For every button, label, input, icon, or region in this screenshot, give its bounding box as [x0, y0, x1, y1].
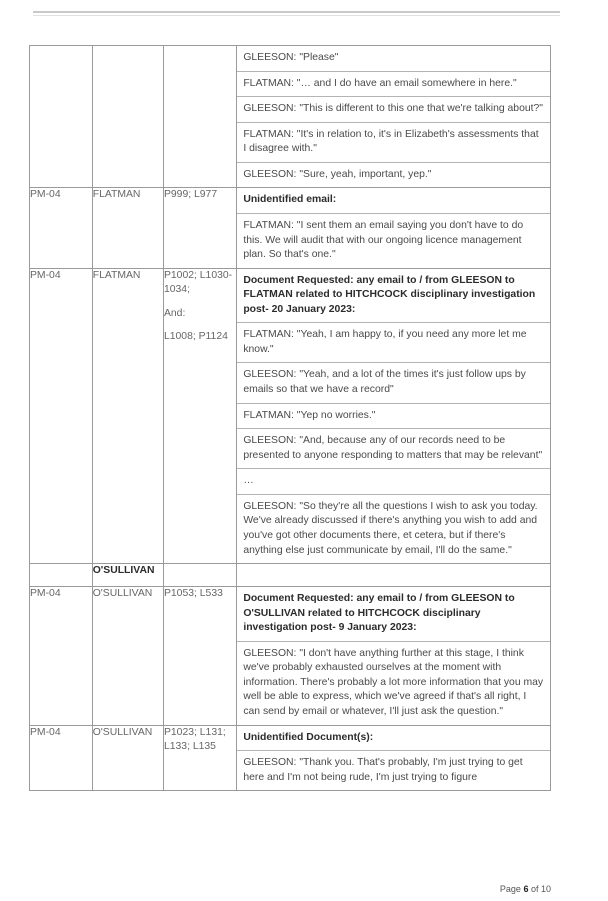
section-name-cell: O'SULLIVAN — [92, 564, 163, 587]
dialogue-segment: GLEESON: "This is different to this one that we're talking about?" — [237, 97, 550, 123]
lines-cell — [163, 46, 236, 188]
header-rule — [33, 11, 560, 13]
name-cell: FLATMAN — [92, 188, 163, 268]
dialogue-segment: FLATMAN: "I sent them an email saying you don't have to do this. We will audit that with our ongoing licence management plan. So that's one." — [243, 219, 524, 261]
dialogue-segment: FLATMAN: "Yeah, I am happy to, if you need any more let me know." — [237, 323, 550, 363]
lines-cell: P999; L977 — [163, 188, 236, 268]
name-cell: FLATMAN — [92, 268, 163, 563]
ref-cell: PM-04 — [30, 587, 93, 726]
table-row — [30, 564, 551, 587]
dialogue-segment: GLEESON: "Thank you. That's probably, I'm just trying to get here and I'm not being rude, I'm just trying to figure — [243, 757, 523, 783]
name-cell: O'SULLIVAN — [92, 725, 163, 791]
dialogue-segment: FLATMAN: "… and I do have an email somewhere in here." — [237, 72, 550, 98]
lines-cell: P1023; L131; L133; L135 — [163, 725, 236, 791]
segment-heading: Unidentified Document(s): — [237, 726, 550, 752]
dialogue-segment: FLATMAN: "Yep no worries." — [237, 404, 550, 430]
dialogue-segment: GLEESON: "Yeah, and a lot of the times it's just follow ups by emails so that we have a record" — [237, 363, 550, 403]
table-row — [30, 268, 551, 563]
dialogue-segment: GLEESON: "Sure, yeah, important, yep." — [243, 168, 432, 180]
header-rule-secondary — [33, 15, 560, 16]
ref-cell: PM-04 — [30, 188, 93, 268]
dialogue-segment: FLATMAN: "It's in relation to, it's in Elizabeth's assessments that I disagree with." — [237, 123, 550, 163]
name-cell — [92, 46, 163, 188]
lines-ref: P1002; L1030-1034; — [163, 269, 233, 296]
segment-heading: Document Requested: any email to / from GLEESON to FLATMAN related to HITCHCOCK disciplinary investigation post- 20 January 2023: — [237, 269, 550, 324]
dialogue-segment: GLEESON: "And, because any of our records need to be presented to anyone responding to matters that may be relevant" — [237, 429, 550, 469]
content-cell — [237, 564, 551, 587]
page-number: Page 6 of 10 — [499, 884, 551, 894]
lines-and: And: — [163, 307, 186, 319]
table-row — [30, 725, 551, 791]
lines-cell — [163, 268, 236, 563]
ref-cell: PM-04 — [30, 268, 93, 563]
dialogue-segment: GLEESON: "I don't have anything further at this stage, I think we've probably exhausted ourselves at the moment with information. There's probably a lot more information that you may well be able to express, which we've agreed if that's all right, I can send by email or whatever, I'll just ask the question." — [243, 647, 544, 717]
content-cell — [237, 725, 551, 791]
ref-cell: PM-04 — [30, 725, 93, 791]
table-row — [30, 188, 551, 268]
dialogue-segment: GLEESON: "So they're all the questions I wish to ask you today. We've already discussed if there's anything you wish to add and you've got other documents there, et cetera, but if there's anything else just communicate by email, I'll do the same." — [243, 500, 538, 556]
lines-ref-secondary: L1008; P1124 — [163, 331, 228, 343]
dialogue-segment: GLEESON: "Please" — [237, 46, 550, 72]
name-cell: O'SULLIVAN — [92, 587, 163, 726]
content-cell — [237, 188, 551, 268]
lines-cell: P1053; L533 — [163, 587, 236, 726]
content-cell — [237, 46, 551, 188]
table-row — [30, 46, 551, 188]
ref-cell — [30, 564, 93, 587]
dialogue-segment: … — [237, 469, 550, 495]
ref-cell — [30, 46, 93, 188]
transcript-table — [29, 45, 551, 791]
dialogue-segment — [237, 564, 550, 586]
segment-heading: Document Requested: any email to / from GLEESON to O'SULLIVAN related to HITCHCOCK disciplinary investigation post- 9 January 2023: — [237, 587, 550, 642]
content-cell — [237, 587, 551, 726]
lines-cell — [163, 564, 236, 587]
segment-heading: Unidentified email: — [237, 188, 550, 214]
content-cell — [237, 268, 551, 563]
table-row — [30, 587, 551, 726]
